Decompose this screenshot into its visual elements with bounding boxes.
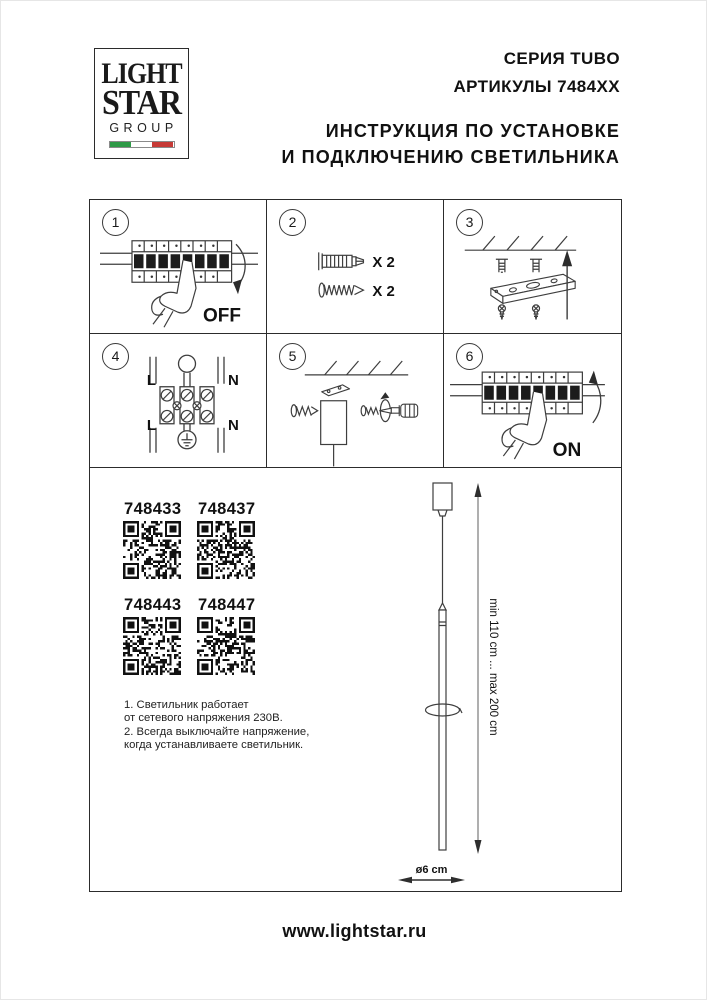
- articles-title: АРТИКУЛЫ 7484XX: [453, 77, 620, 96]
- step-panel-1: [90, 200, 267, 334]
- step-panel-3: [444, 200, 621, 334]
- diameter-label: ø6 cm: [415, 864, 448, 876]
- italian-flag-icon: [109, 141, 175, 148]
- terminal-label-top-left: L: [146, 371, 156, 389]
- anchor-qty-label: X 2: [372, 255, 395, 272]
- note-line-4: когда устанавливаете светильник.: [124, 739, 304, 752]
- series-block: [453, 45, 620, 101]
- qr-code-1: [123, 521, 181, 579]
- qr-article-4: 748447: [198, 596, 256, 614]
- qr-article-1: 748433: [124, 500, 182, 518]
- logo-word-group: GROUP: [109, 121, 178, 135]
- lamp-dimension-drawing: [390, 477, 615, 889]
- lightstar-logo: [94, 48, 189, 159]
- instruction-title-line2: И ПОДКЛЮЧЕНИЮ СВЕТИЛЬНИКА: [281, 147, 620, 167]
- logo-word-star: STAR: [102, 82, 181, 122]
- step-number-4: 4: [102, 343, 129, 370]
- qr-code-3: [123, 617, 181, 675]
- flag-green-segment: [110, 142, 131, 147]
- step-number-2: 2: [279, 209, 306, 236]
- qr-code-2: [197, 521, 255, 579]
- note-line-3: 2. Всегда выключайте напряжение,: [124, 725, 310, 738]
- suspension-range-label: min 110 cm ... max 200 cm: [487, 598, 499, 736]
- on-label: ON: [552, 439, 582, 461]
- step-panel-6: [444, 334, 621, 468]
- step-panel-2: [267, 200, 444, 334]
- step-panel-5: [267, 334, 444, 468]
- terminal-label-top-right: N: [228, 371, 239, 389]
- flag-white-segment: [131, 142, 152, 147]
- flag-red-segment: [152, 142, 173, 147]
- qr-article-3: 748443: [124, 596, 182, 614]
- screw-qty-label: X 2: [372, 284, 395, 301]
- step-number-1: 1: [102, 209, 129, 236]
- terminal-label-bottom-left: L: [146, 416, 156, 434]
- series-title: СЕРИЯ TUBO: [503, 49, 620, 68]
- note-line-1: 1. Светильник работает: [124, 699, 249, 711]
- step-number-3: 3: [456, 209, 483, 236]
- footer-website: www.lightstar.ru: [282, 921, 427, 941]
- qr-code-4: [197, 617, 255, 675]
- terminal-label-bottom-right: N: [228, 416, 239, 434]
- installation-notes: [124, 699, 309, 753]
- product-info-panel: [89, 467, 622, 892]
- logo-word-light: LIGHT: [101, 57, 182, 90]
- instruction-title: [282, 118, 620, 170]
- note-line-2: от сетевого напряжения 230В.: [124, 712, 283, 725]
- steps-grid: [89, 199, 622, 468]
- step-number-6: 6: [456, 343, 483, 370]
- instruction-title-line1: ИНСТРУКЦИЯ ПО УСТАНОВКЕ: [325, 121, 620, 141]
- step-panel-4: [90, 334, 267, 468]
- off-label: OFF: [203, 305, 241, 327]
- qr-article-2: 748437: [198, 500, 256, 518]
- pendant-lamp-diagram: [390, 477, 615, 889]
- step-number-5: 5: [279, 343, 306, 370]
